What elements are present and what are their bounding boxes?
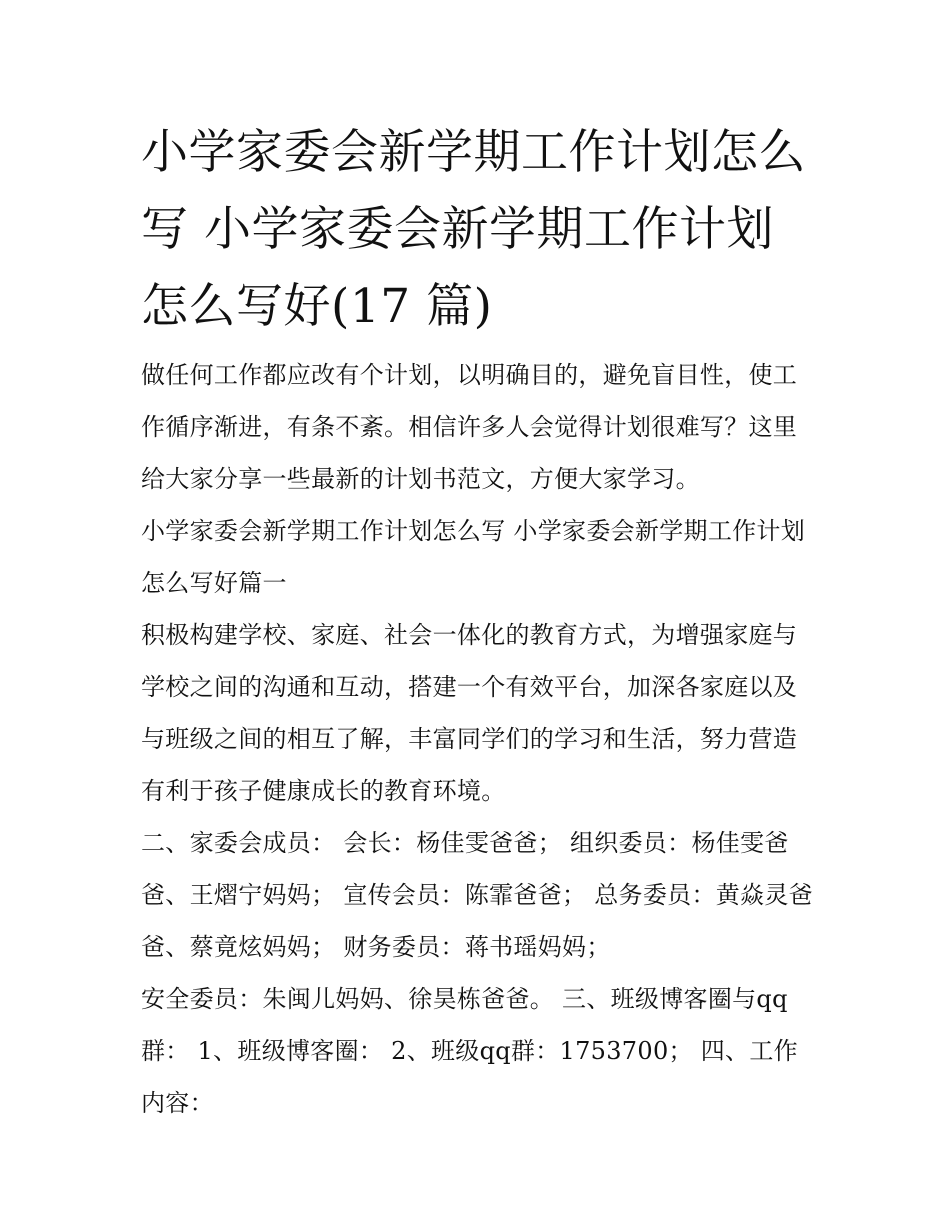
document-title: 小学家委会新学期工作计划怎么写 小学家委会新学期工作计划怎么写好(17 篇) (141, 125, 806, 334)
contacts-paragraph: 安全委员：朱闽儿妈妈、徐昊栋爸爸。 三、班级博客圈与qq群： 1、班级博客圈： 2、班级qq群：1753700； 四、工作内容： (141, 985, 798, 1117)
section-heading: 小学家委会新学期工作计划怎么写 小学家委会新学期工作计划怎么写好篇一 (141, 517, 806, 597)
document-page (141, 114, 817, 1129)
intro-paragraph: 做任何工作都应改有个计划，以明确目的，避免盲目性，使工作循序渐进，有条不紊。相信许多人会觉得计划很难写？这里给大家分享一些最新的计划书范文，方便大家学习。 (141, 361, 798, 493)
body-paragraph: 积极构建学校、家庭、社会一体化的教育方式，为增强家庭与学校之间的沟通和互动，搭建一个有效平台，加深各家庭以及与班级之间的相互了解，丰富同学们的学习和生活，努力营造有利于孩子健康成长的教育环境。 (141, 621, 798, 805)
members-paragraph: 二、家委会成员： 会长：杨佳雯爸爸； 组织委员：杨佳雯爸爸、王熠宁妈妈； 宣传会员：陈霏爸爸； 总务委员：黄焱灵爸爸、蔡竟炫妈妈； 财务委员：蒋书瑶妈妈； (141, 829, 813, 961)
